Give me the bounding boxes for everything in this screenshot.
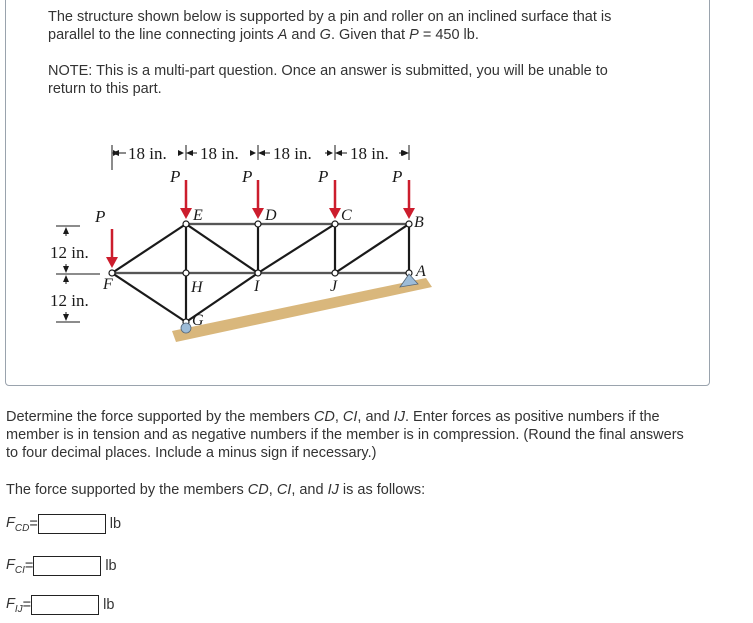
answer-label-ci: $F_{CI}$ [6,556,25,576]
answer-row-ij: $F_{IJ}=$ lb [6,595,115,615]
force-ij-input[interactable] [31,595,99,615]
height-dim-label-2: 12 in. [50,291,89,310]
joint-label-a: A [416,263,426,280]
load-label-d: P [242,167,253,186]
joint-label-h: H [191,279,203,296]
dim-label-1: 18 in. [128,144,167,163]
load-label-e: P [170,167,181,186]
inclined-ground [172,278,432,342]
joint-label-i: I [254,278,260,295]
instructions-line-2: member is in tension and as negative numbers if the member is in compression. (Round the final answers [6,427,684,443]
instructions-line-4: The force supported by the members CD, CI, and IJ is as follows: [6,482,426,498]
answer-row-ci: $F_{CI}=$ lb [6,556,117,576]
height-dim-label-1: 12 in. [50,243,89,262]
answer-row-cd: $F_{CD}=$ lb [6,514,122,534]
unit-label-ij: lb [103,597,115,613]
load-label-f: P [95,207,106,226]
dim-label-2: 18 in. [200,144,239,163]
note-line-1: NOTE: This is a multi-part question. Once an answer is submitted, you will be unable to [48,63,608,79]
unit-label-cd: lb [109,516,122,532]
joint-label-d: D [265,207,277,224]
joint-label-e: E [193,207,203,224]
joint-label-b: B [414,214,424,231]
load-label-c: P [318,167,329,186]
instructions-line-1: Determine the force supported by the members CD, CI, and IJ. Enter forces as positive numbers if the [6,409,660,425]
joint-label-g: G [192,312,204,329]
unit-label-ci: lb [105,558,117,574]
note-line-2: return to this part. [48,81,162,97]
dim-label-4: 18 in. [350,144,389,163]
question-intro-line-2: parallel to the line connecting joints A and G. Given that P = 450 lb. [48,27,479,43]
joint-label-j: J [330,278,338,295]
joint-label-c: C [341,207,352,224]
force-cd-input[interactable] [38,514,106,534]
force-ci-input[interactable] [33,556,101,576]
load-label-b: P [392,167,403,186]
joint-label-f: F [103,276,113,293]
instructions-line-3: to four decimal places. Include a minus sign if necessary.) [6,445,377,461]
answer-label-ij: $F_{IJ}$ [6,595,23,615]
roller-support-icon [181,323,191,333]
dim-label-3: 18 in. [273,144,312,163]
answer-label-cd: $F_{CD}$ [6,514,30,534]
question-intro-line-1: The structure shown below is supported by a pin and roller on an inclined surface that is [48,9,612,25]
